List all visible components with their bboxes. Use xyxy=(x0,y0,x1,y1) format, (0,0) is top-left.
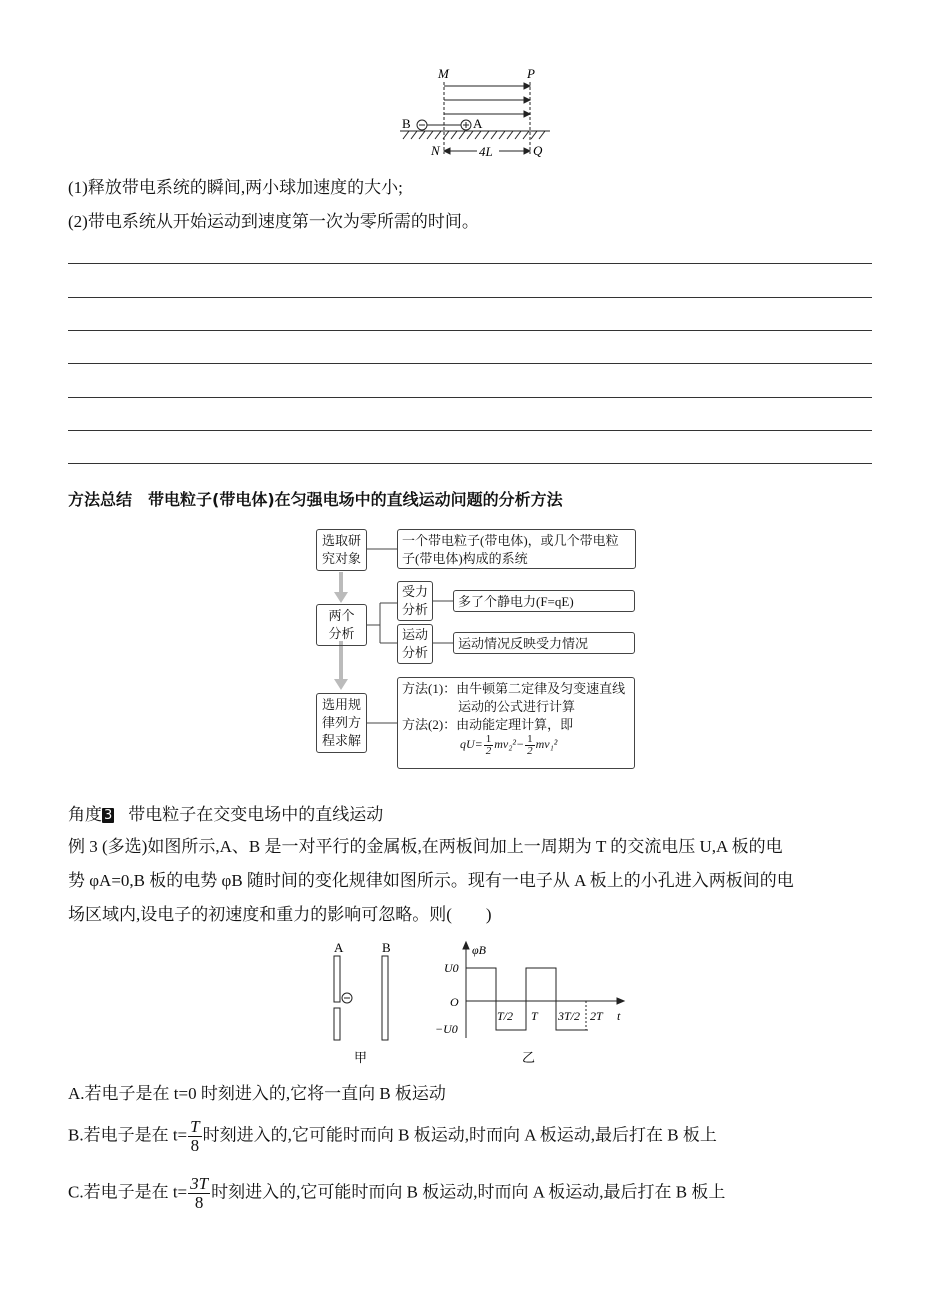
option-text: 时刻进入的,它可能时而向 B 板运动,时而向 A 板运动,最后打在 B 板上 xyxy=(211,1182,726,1202)
tick-2T: 2T xyxy=(590,1009,603,1023)
formula-fraction xyxy=(525,734,535,757)
angle-prefix: 角度 xyxy=(68,805,102,825)
flow-text: 分析 xyxy=(328,626,355,641)
formula-part: qU= xyxy=(460,737,483,752)
flow-force-analysis xyxy=(397,581,433,621)
option-A: A.若电子是在 t=0 时刻进入的,它将一直向 B 板运动 xyxy=(68,1084,446,1103)
fraction-den: 8 xyxy=(190,1136,200,1155)
tick-3T-half: 3T/2 xyxy=(558,1009,581,1023)
answer-line xyxy=(68,363,872,364)
plate-A-label: A xyxy=(334,940,344,955)
fraction-num: 1 xyxy=(527,733,533,745)
flow-text: 分析 xyxy=(401,602,428,617)
flow-step-select-object xyxy=(316,529,367,571)
fraction-num: 1 xyxy=(485,733,492,745)
figure-jia-plates xyxy=(320,938,400,1068)
flow-text: 选取研 xyxy=(321,533,361,548)
question-1: (1)释放带电系统的瞬间,两小球加速度的大小; xyxy=(68,178,403,197)
flow-step-equations xyxy=(316,693,367,753)
formula-part: mv₁² xyxy=(535,737,558,752)
fraction-den: 2 xyxy=(485,745,492,757)
fraction-den: 2 xyxy=(527,745,533,757)
figure-yi-graph xyxy=(430,938,630,1070)
formula-part: mv₂²− xyxy=(494,737,525,752)
label-M: M xyxy=(438,66,449,81)
answer-line xyxy=(68,397,872,398)
answer-line xyxy=(68,330,872,331)
flow-text: 多了个静电力(F=qE) xyxy=(458,594,574,609)
flow-text: 选用规 xyxy=(321,697,361,712)
flow-text: 方法(2)：由动能定理计算，即 xyxy=(402,717,574,732)
fraction-num: T xyxy=(190,1117,200,1136)
flow-text: 运动 xyxy=(401,627,428,642)
example-line: 势 φA=0,B 板的电势 φB 随时间的变化规律如图所示。现有一电子从 A 板上的小孔进入两板间的电 xyxy=(68,871,794,890)
example-line: 场区域内,设电子的初速度和重力的影响可忽略。则( ) xyxy=(68,905,492,924)
flow-text: 程求解 xyxy=(321,733,361,748)
answer-line xyxy=(68,463,872,464)
option-fraction xyxy=(188,1175,210,1212)
flow-formula xyxy=(402,733,558,757)
flow-text: 方法(1)：由牛顿第二定律及匀变速直线 xyxy=(402,681,626,696)
label-distance: 4L xyxy=(479,144,493,159)
label-origin: O xyxy=(450,995,459,1009)
option-fraction xyxy=(188,1118,201,1155)
label-B: B xyxy=(402,116,411,131)
example-line: 如图所示,A、B 是一对平行的金属板,在两板间加上一周期为 T 的交流电压 U,A 板的电 xyxy=(147,837,783,856)
label-U0: U0 xyxy=(444,961,459,975)
option-text: B.若电子是在 t= xyxy=(68,1125,188,1145)
angle-heading xyxy=(68,800,383,825)
angle-number-badge: 3 xyxy=(104,808,113,823)
flow-text: 究对象 xyxy=(321,551,361,566)
flow-desc-object xyxy=(397,529,636,569)
question-2: (2)带电系统从开始运动到速度第一次为零所需的时间。 xyxy=(68,212,479,231)
flow-motion-analysis xyxy=(397,624,433,664)
option-text: 时刻进入的,它可能时而向 B 板运动,时而向 A 板运动,最后打在 B 板上 xyxy=(202,1125,717,1145)
label-Q: Q xyxy=(533,143,543,158)
flow-text: 运动的公式进行计算 xyxy=(458,699,576,714)
flow-methods-desc xyxy=(397,677,635,769)
label-A: A xyxy=(473,116,483,131)
flow-motion-desc xyxy=(453,632,635,654)
flow-text: 受力 xyxy=(401,584,428,599)
angle-title: 带电粒子在交变电场中的直线运动 xyxy=(128,805,384,825)
flow-text: 律列方 xyxy=(321,715,361,730)
answer-line xyxy=(68,297,872,298)
answer-line xyxy=(68,430,872,431)
label-N: N xyxy=(431,143,440,158)
figure-top-diagram xyxy=(395,62,555,162)
example-text xyxy=(68,830,883,932)
fraction-num: 3T xyxy=(190,1174,209,1193)
option-C xyxy=(68,1175,725,1212)
fraction-den: 8 xyxy=(194,1193,204,1212)
flow-text: 两个 xyxy=(328,608,355,623)
tick-T: T xyxy=(531,1009,538,1023)
formula-fraction xyxy=(484,734,494,757)
tick-T-half: T/2 xyxy=(497,1009,514,1023)
method-flowchart xyxy=(300,525,645,775)
flow-text: 子(带电体)构成的系统 xyxy=(402,551,528,566)
answer-line xyxy=(68,263,872,264)
plate-B-label: B xyxy=(382,940,391,955)
y-axis-label: φB xyxy=(472,943,486,957)
flow-step-two-analysis xyxy=(316,604,367,646)
flow-text: 分析 xyxy=(401,645,428,660)
option-B xyxy=(68,1118,717,1155)
flow-text: 一个带电粒子(带电体)，或几个带电粒 xyxy=(402,533,619,548)
label-neg-U0: −U0 xyxy=(435,1022,458,1036)
figure-yi-caption: 乙 xyxy=(522,1050,536,1065)
method-title: 方法总结 带电粒子(带电体)在匀强电场中的直线运动问题的分析方法 xyxy=(68,490,563,509)
figure-jia-caption: 甲 xyxy=(354,1050,368,1065)
option-text: C.若电子是在 t= xyxy=(68,1182,188,1202)
example-label: 例 3 (多选) xyxy=(68,837,148,856)
label-P: P xyxy=(527,66,535,81)
flow-force-desc xyxy=(453,590,635,612)
flow-text: 运动情况反映受力情况 xyxy=(458,636,589,651)
x-axis-label: t xyxy=(617,1009,621,1023)
